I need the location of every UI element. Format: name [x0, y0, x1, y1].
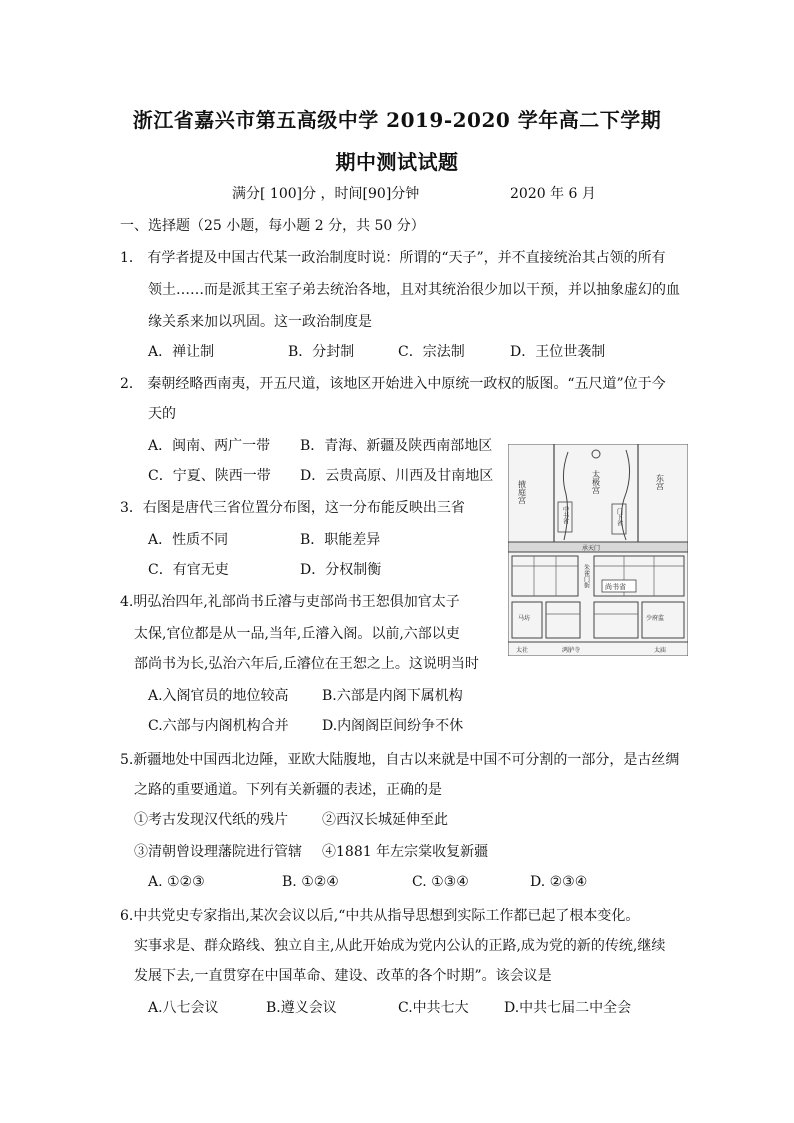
- q5-option-b[interactable]: B. ①②④: [282, 874, 339, 890]
- map-label-left-block: 马坊: [518, 615, 531, 622]
- q2-option-c[interactable]: C．宁夏、陕西一带: [148, 468, 271, 484]
- q5-statement-2: ②西汉长城延伸至此: [322, 812, 448, 828]
- q2-option-d[interactable]: D．云贵高原、川西及甘南地区: [300, 468, 494, 484]
- q1-option-a[interactable]: A．禅让制: [148, 344, 215, 360]
- q3-option-c[interactable]: C．有官无吏: [148, 562, 229, 578]
- section-heading: 一、选择题（25 小题，每小题 2 分，共 50 分）: [120, 218, 425, 234]
- q3-option-a[interactable]: A．性质不同: [148, 532, 229, 548]
- q2-option-a[interactable]: A．闽南、两广一带: [148, 438, 271, 454]
- map-label-menxia: 门下省: [615, 508, 623, 526]
- map-label-bottom-left: 太社: [516, 647, 529, 654]
- q6-option-b[interactable]: B.遵义会议: [266, 1000, 337, 1016]
- question-2-line-2: 天的: [148, 406, 176, 422]
- map-label-bottom-right: 太庙: [654, 647, 667, 654]
- map-label-center-palace: 太极宫: [591, 470, 601, 494]
- question-6-line-3: 发展下去,一直贯穿在中国革命、建设、改革的各个时期”。该会议是: [134, 968, 552, 984]
- q5-option-c[interactable]: C. ①③④: [412, 874, 469, 890]
- question-1-line-3: 缘关系来加以巩固。这一政治制度是: [148, 314, 372, 330]
- question-5-line-2: 之路的重要通道。下列有关新疆的表述，正确的是: [134, 782, 442, 798]
- q6-option-c[interactable]: C.中共七大: [398, 1000, 469, 1016]
- q5-option-d[interactable]: D. ②③④: [530, 874, 588, 890]
- q3-option-b[interactable]: B．职能差异: [300, 532, 381, 548]
- question-6-line-2: 实事求是、群众路线、独立自主,从此开始成为党内公认的正路,成为党的新的传统,继续: [134, 938, 666, 954]
- exam-date: 2020 年 6 月: [510, 186, 596, 202]
- map-label-bottom-mid: 鸿胪寺: [562, 647, 581, 654]
- q4-option-a[interactable]: A.入阁官员的地位较高: [148, 688, 289, 704]
- question-4-line-1: 4.明弘治四年,礼部尚书丘濬与吏部尚书王恕俱加官太子: [120, 594, 460, 610]
- question-6-line-1: 6.中共党史专家指出,某次会议以后,“中共从指导思想到实际工作都已起了根本变化。: [120, 908, 640, 924]
- map-label-left-palace: 掖庭宫: [517, 480, 527, 504]
- q6-option-a[interactable]: A.八七会议: [148, 1000, 219, 1016]
- q5-statement-1: ①考古发现汉代纸的残片: [134, 812, 288, 828]
- map-label-right-palace: 东宫: [655, 474, 665, 490]
- question-1-line-1: 1． 有学者提及中国古代某一政治制度时说：所谓的“天子”，并不直接统治其占领的所有: [120, 250, 666, 266]
- map-label-chengtian: 承天门: [582, 545, 601, 552]
- map-label-street: 朱雀门街: [582, 564, 590, 588]
- q5-option-a[interactable]: A. ①②③: [148, 874, 205, 890]
- q6-option-d[interactable]: D.中共七届二中全会: [504, 1000, 632, 1016]
- question-4-line-3: 部尚书为长,弘治六年后,丘濬位在王恕之上。这说明当时: [134, 656, 479, 672]
- q3-option-d[interactable]: D．分权制衡: [300, 562, 382, 578]
- document-title: 浙江省嘉兴市第五高级中学 2019-2020 学年高二下学期: [132, 108, 662, 132]
- q4-option-b[interactable]: B.六部是内阁下属机构: [322, 688, 463, 704]
- q5-statement-4: ④1881 年左宗棠收复新疆: [322, 844, 489, 860]
- map-label-right-block: 少府监: [646, 615, 665, 622]
- tang-three-departments-map: [508, 444, 688, 656]
- question-1-line-2: 领土……而是派其王室子弟去统治各地，且对其统治很少加以干预，并以抽象虚幻的血: [148, 282, 680, 298]
- q1-option-c[interactable]: C．宗法制: [398, 344, 465, 360]
- document-subtitle: 期中测试试题: [335, 150, 459, 174]
- question-3-line-1: 3．右图是唐代三省位置分布图，这一分布能反映出三省: [120, 500, 465, 516]
- map-label-zhongshu: 中书省: [561, 506, 569, 524]
- q4-option-d[interactable]: D.内阁阁臣间纷争不休: [322, 718, 464, 734]
- map-label-shangshu: 尚书省: [605, 583, 626, 591]
- q1-option-b[interactable]: B．分封制: [288, 344, 355, 360]
- question-5-line-1: 5.新疆地处中国西北边陲，亚欧大陆腹地，自古以来就是中国不可分割的一部分，是古丝绸: [120, 752, 680, 768]
- q1-option-d[interactable]: D．王位世袭制: [510, 344, 606, 360]
- q4-option-c[interactable]: C.六部与内阁机构合并: [148, 718, 289, 734]
- exam-info: 满分[ 100]分 ，时间[90]分钟: [232, 186, 420, 202]
- q2-option-b[interactable]: B．青海、新疆及陕西南部地区: [300, 438, 493, 454]
- question-4-line-2: 太保,官位都是从一品,当年,丘濬入阁。以前,六部以吏: [134, 626, 460, 642]
- question-2-line-1: 2． 秦朝经略西南夷，开五尺道，该地区开始进入中原统一政权的版图。“五尺道”位于今: [120, 376, 666, 392]
- q5-statement-3: ③清朝曾设理藩院进行管辖: [134, 844, 302, 860]
